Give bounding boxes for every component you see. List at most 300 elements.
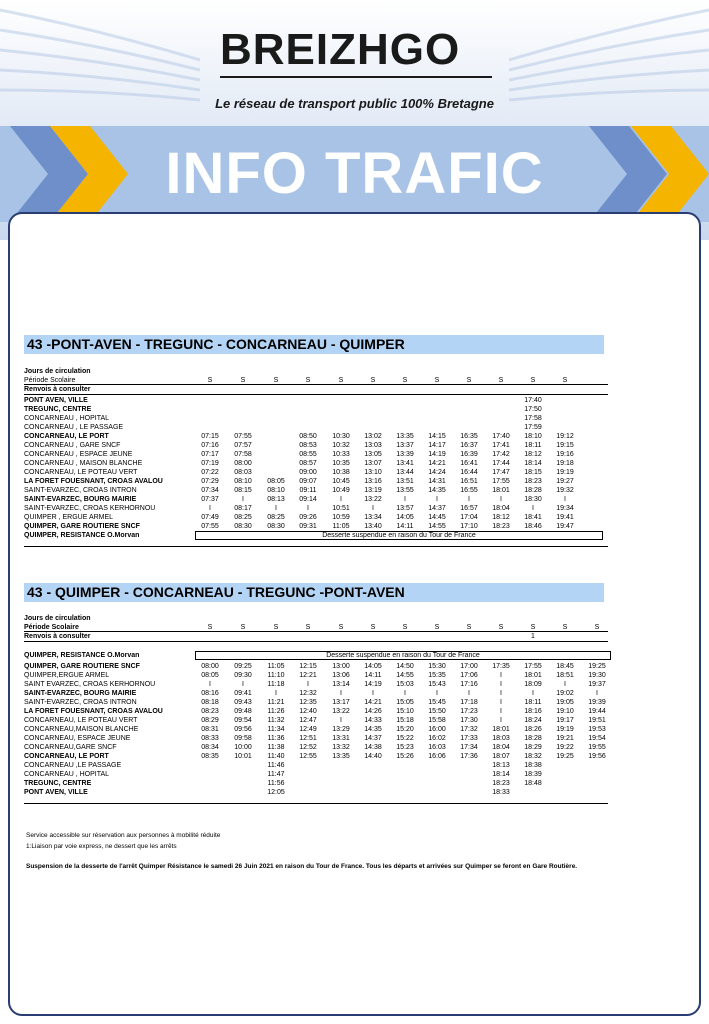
time-cell: 17:16	[460, 681, 478, 688]
time-cell: 14:50	[396, 663, 414, 670]
time-cell: 16:06	[428, 753, 446, 760]
time-cell: 13:32	[332, 744, 350, 751]
time-cell: 08:30	[267, 523, 285, 530]
time-cell: S	[434, 624, 440, 631]
note-express: 1:Liaison par voie express, ne dessert que les arrêts	[26, 843, 177, 850]
time-cell: I	[500, 496, 502, 503]
time-cell: 13:41	[396, 460, 414, 467]
table-row	[24, 725, 610, 734]
time-cell: S	[466, 624, 472, 631]
time-cell: 11:10	[267, 672, 285, 679]
time-cell: 16:03	[428, 744, 446, 751]
time-cell: 18:38	[524, 762, 542, 769]
time-cell: 12:52	[299, 744, 317, 751]
table-row	[24, 432, 610, 441]
table-row	[24, 788, 610, 797]
time-cell: 17:58	[524, 415, 542, 422]
time-cell: 18:07	[492, 753, 510, 760]
time-cell: 18:12	[524, 451, 542, 458]
time-cell: 07:55	[234, 433, 252, 440]
time-cell: 18:23	[524, 478, 542, 485]
time-cell: 10:01	[234, 753, 252, 760]
time-cell: 15:43	[428, 681, 446, 688]
time-cell: 18:29	[524, 744, 542, 751]
time-cell: 13:22	[332, 708, 350, 715]
time-cell: 09:00	[299, 469, 317, 476]
time-cell: 08:00	[234, 460, 252, 467]
time-cell: 09:56	[234, 726, 252, 733]
time-cell: S	[402, 377, 408, 384]
time-cell: 08:00	[201, 663, 219, 670]
time-cell: S	[273, 624, 279, 631]
time-cell: 14:21	[428, 460, 446, 467]
stop-label: CONCARNEAU, LE POTEAU VERT	[24, 717, 138, 724]
table-row	[24, 734, 610, 743]
time-cell: 13:03	[364, 442, 382, 449]
time-cell: I	[242, 496, 244, 503]
stop-label: QUIMPER,ERGUE ARMEL	[24, 672, 110, 679]
time-cell: 18:24	[524, 717, 542, 724]
time-cell: 14:40	[364, 753, 382, 760]
time-cell: 08:30	[234, 523, 252, 530]
time-cell: 18:48	[524, 780, 542, 787]
time-cell: 15:35	[428, 672, 446, 679]
time-cell: 18:41	[524, 514, 542, 521]
stop-label: QUIMPER, RESISTANCE O.Morvan	[24, 532, 140, 539]
time-cell: 16:44	[460, 469, 478, 476]
table-row	[24, 779, 610, 788]
time-cell: 18:23	[492, 780, 510, 787]
time-cell: 14:15	[428, 433, 446, 440]
time-cell: 09:25	[234, 663, 252, 670]
time-cell: 13:34	[364, 514, 382, 521]
table-row	[24, 614, 610, 623]
section-title: 43 - QUIMPER - CONCARNEAU - TREGUNC -PONT-AVEN	[24, 583, 604, 602]
table-row	[24, 441, 610, 450]
time-cell: I	[307, 681, 309, 688]
time-cell: 15:45	[428, 699, 446, 706]
time-cell: 19:05	[556, 699, 574, 706]
time-cell: 16:35	[460, 433, 478, 440]
table-row	[24, 662, 610, 671]
stop-label: CONCARNEAU, ESPACE JEUNE	[24, 735, 131, 742]
table-row	[24, 477, 610, 486]
stop-label: Période Scolaire	[24, 624, 79, 631]
time-cell: 07:17	[201, 451, 219, 458]
time-cell: I	[275, 505, 277, 512]
time-cell: S	[305, 377, 311, 384]
time-cell: 18:28	[524, 735, 542, 742]
time-cell: 16:51	[460, 478, 478, 485]
stop-label: CONCARNEAU,MAISON BLANCHE	[24, 726, 139, 733]
time-cell: 13:14	[332, 681, 350, 688]
time-cell: 07:49	[201, 514, 219, 521]
time-cell: 09:26	[299, 514, 317, 521]
stop-label: CONCARNEAU , GARE SNCF	[24, 442, 121, 449]
time-cell: 09:14	[299, 496, 317, 503]
time-cell: S	[562, 377, 568, 384]
time-cell: S	[498, 377, 504, 384]
time-cell: 13:06	[332, 672, 350, 679]
time-cell: 07:15	[201, 433, 219, 440]
time-cell: 17:36	[460, 753, 478, 760]
time-cell: 17:42	[492, 451, 510, 458]
time-cell: 14:26	[364, 708, 382, 715]
time-cell: 18:32	[524, 753, 542, 760]
time-cell: S	[370, 377, 376, 384]
time-cell: 11:40	[267, 753, 285, 760]
time-cell: S	[530, 377, 536, 384]
time-cell: 08:53	[299, 442, 317, 449]
time-cell: 18:09	[524, 681, 542, 688]
time-cell: S	[434, 377, 440, 384]
time-cell: 10:51	[332, 505, 350, 512]
time-cell: 13:44	[396, 469, 414, 476]
time-cell: 13:05	[364, 451, 382, 458]
stop-label: LA FORET FOUESNANT, CROAS AVALOU	[24, 478, 163, 485]
time-cell: 13:16	[364, 478, 382, 485]
time-cell: 13:55	[396, 487, 414, 494]
time-cell: 12:15	[299, 663, 317, 670]
time-cell: 17:40	[492, 433, 510, 440]
table-row	[24, 405, 610, 414]
time-cell: 12:05	[267, 789, 285, 796]
time-cell: S	[207, 377, 213, 384]
time-cell: 14:37	[428, 505, 446, 512]
time-cell: 08:23	[201, 708, 219, 715]
time-cell: 08:25	[234, 514, 252, 521]
time-cell: 13:51	[396, 478, 414, 485]
table-row	[24, 680, 610, 689]
time-cell: 11:32	[267, 717, 285, 724]
time-cell: 13:57	[396, 505, 414, 512]
time-cell: 15:58	[428, 717, 446, 724]
stop-label: Jours de circulation	[24, 368, 91, 375]
time-cell: I	[468, 690, 470, 697]
time-cell: S	[338, 624, 344, 631]
time-cell: 18:13	[492, 762, 510, 769]
time-cell: 19:34	[556, 505, 574, 512]
stop-label: QUIMPER, GARE ROUTIERE SNCF	[24, 663, 140, 670]
time-cell: 14:21	[364, 699, 382, 706]
tagline: Le réseau de transport public 100% Bretagne	[215, 96, 494, 111]
time-cell: 15:23	[396, 744, 414, 751]
time-cell: 10:45	[332, 478, 350, 485]
time-cell: 13:00	[332, 663, 350, 670]
time-cell: 19:54	[588, 735, 606, 742]
time-cell: I	[500, 708, 502, 715]
time-cell: I	[436, 690, 438, 697]
time-cell: 13:40	[364, 523, 382, 530]
time-cell: 08:35	[201, 753, 219, 760]
time-cell: S	[402, 624, 408, 631]
time-cell: 14:24	[428, 469, 446, 476]
time-cell: 19:10	[556, 708, 574, 715]
time-cell: S	[562, 624, 568, 631]
svg-text:BREIZHGO: BREIZHGO	[220, 25, 461, 74]
stop-label: QUIMPER, RESISTANCE O.Morvan	[24, 652, 140, 659]
time-cell: 14:05	[364, 663, 382, 670]
divider	[24, 641, 608, 642]
time-cell: 10:59	[332, 514, 350, 521]
time-cell: 13:10	[364, 469, 382, 476]
time-cell: 11:18	[267, 681, 285, 688]
time-cell: 07:29	[201, 478, 219, 485]
time-cell: 14:05	[396, 514, 414, 521]
time-cell: 14:38	[364, 744, 382, 751]
time-cell: 12:21	[299, 672, 317, 679]
time-cell: I	[500, 672, 502, 679]
time-cell: 12:47	[299, 717, 317, 724]
time-cell: I	[372, 505, 374, 512]
table-row	[24, 459, 610, 468]
table-row	[24, 632, 610, 641]
time-cell: 17:40	[524, 397, 542, 404]
table-row	[24, 468, 610, 477]
time-cell: 07:22	[201, 469, 219, 476]
time-cell: I	[209, 505, 211, 512]
time-cell: I	[564, 496, 566, 503]
time-cell: 07:58	[234, 451, 252, 458]
time-cell: 08:55	[299, 451, 317, 458]
time-cell: 13:29	[332, 726, 350, 733]
time-cell: 14:37	[364, 735, 382, 742]
time-cell: 14:11	[396, 523, 414, 530]
stop-label: PONT AVEN, VILLE	[24, 397, 88, 404]
table-row	[24, 385, 610, 394]
stop-label: TREGUNC, CENTRE	[24, 780, 92, 787]
stop-label: CONCARNEAU ,LE PASSAGE	[24, 762, 122, 769]
table-row	[24, 513, 610, 522]
stop-label: CONCARNEAU, LE POTEAU VERT	[24, 469, 138, 476]
table-row	[24, 716, 610, 725]
time-cell: 10:30	[332, 433, 350, 440]
table-row	[24, 761, 610, 770]
time-cell: 09:58	[234, 735, 252, 742]
time-cell: 09:30	[234, 672, 252, 679]
time-cell: 07:34	[201, 487, 219, 494]
time-cell: 14:45	[428, 514, 446, 521]
time-cell: 08:10	[267, 487, 285, 494]
time-cell: 12:51	[299, 735, 317, 742]
time-cell: 14:19	[364, 681, 382, 688]
time-cell: 15:05	[396, 699, 414, 706]
time-cell: 12:49	[299, 726, 317, 733]
time-cell: 09:54	[234, 717, 252, 724]
time-cell: 14:31	[428, 478, 446, 485]
time-cell: 19:25	[588, 663, 606, 670]
time-cell: 17:34	[460, 744, 478, 751]
time-cell: 17:23	[460, 708, 478, 715]
time-cell: 17:55	[492, 478, 510, 485]
time-cell: 16:00	[428, 726, 446, 733]
stop-label: SAINT EVARZEC, CROAS KERHORNOU	[24, 681, 156, 688]
time-cell: 08:50	[299, 433, 317, 440]
time-cell: 13:19	[364, 487, 382, 494]
suspension-box: Desserte suspendue en raison du Tour de France	[195, 531, 603, 540]
stop-label: QUIMPER, GARE ROUTIERE SNCF	[24, 523, 140, 530]
time-cell: 16:39	[460, 451, 478, 458]
time-cell: 19:25	[556, 753, 574, 760]
time-cell: 19:19	[556, 726, 574, 733]
stop-label: CONCARNEAU, LE PORT	[24, 753, 109, 760]
time-cell: 17:00	[460, 663, 478, 670]
time-cell: 16:57	[460, 505, 478, 512]
time-cell: 17:18	[460, 699, 478, 706]
time-cell: I	[242, 681, 244, 688]
time-cell: 08:10	[234, 478, 252, 485]
table-row	[24, 504, 610, 513]
breizhgo-logo	[220, 22, 492, 84]
time-cell: 14:35	[364, 726, 382, 733]
time-cell: 18:45	[556, 663, 574, 670]
time-cell: 07:19	[201, 460, 219, 467]
time-cell: S	[338, 377, 344, 384]
time-cell: 14:33	[364, 717, 382, 724]
table-row	[24, 522, 610, 531]
time-cell: 11:36	[267, 735, 285, 742]
time-cell: I	[500, 690, 502, 697]
time-cell: 10:35	[332, 460, 350, 467]
time-cell: 19:55	[588, 744, 606, 751]
time-cell: 19:18	[556, 460, 574, 467]
time-cell: 10:38	[332, 469, 350, 476]
stop-label: Renvois à consulter	[24, 633, 91, 640]
time-cell: 18:39	[524, 771, 542, 778]
stop-label: SAINT-EVARZEC, CROAS KERHORNOU	[24, 505, 156, 512]
time-cell: 08:03	[234, 469, 252, 476]
time-cell: I	[340, 717, 342, 724]
time-cell: 14:35	[428, 487, 446, 494]
time-cell: 08:15	[234, 487, 252, 494]
time-cell: 13:35	[396, 433, 414, 440]
time-cell: 19:56	[588, 753, 606, 760]
time-cell: S	[240, 377, 246, 384]
stop-label: Période Scolaire	[24, 377, 76, 384]
time-cell: 13:35	[332, 753, 350, 760]
time-cell: 17:59	[524, 424, 542, 431]
stop-label: Jours de circulation	[24, 615, 91, 622]
time-cell: 11:47	[267, 771, 285, 778]
table-row	[24, 396, 610, 405]
time-cell: 12:32	[299, 690, 317, 697]
time-cell: 17:44	[492, 460, 510, 467]
table-row	[24, 689, 610, 698]
time-cell: 19:51	[588, 717, 606, 724]
time-cell: 19:30	[588, 672, 606, 679]
time-cell: 11:56	[267, 780, 285, 787]
time-cell: 10:32	[332, 442, 350, 449]
time-cell: 17:10	[460, 523, 478, 530]
time-cell: I	[340, 496, 342, 503]
time-cell: 19:22	[556, 744, 574, 751]
table-row-suspended	[24, 651, 610, 660]
time-cell: 08:05	[267, 478, 285, 485]
time-cell: 10:00	[234, 744, 252, 751]
time-cell: 14:55	[396, 672, 414, 679]
time-cell: 09:43	[234, 699, 252, 706]
stop-label: SAINT-EVARZEC, BOURG MAIRIE	[24, 690, 137, 697]
time-cell: 17:04	[460, 514, 478, 521]
time-cell: 12:55	[299, 753, 317, 760]
time-cell: 15:26	[396, 753, 414, 760]
time-cell: I	[532, 505, 534, 512]
time-cell: 14:55	[428, 523, 446, 530]
time-cell: 12:35	[299, 699, 317, 706]
time-cell: 18:01	[492, 726, 510, 733]
time-cell: 18:51	[556, 672, 574, 679]
time-cell: S	[594, 624, 600, 631]
time-cell: I	[372, 690, 374, 697]
stop-label: PONT AVEN, VILLE	[24, 789, 88, 796]
time-cell: 15:20	[396, 726, 414, 733]
stop-label: CONCARNEAU , HOPITAL	[24, 415, 110, 422]
time-cell: 18:15	[524, 469, 542, 476]
time-cell: 17:47	[492, 469, 510, 476]
time-cell: 11:34	[267, 726, 285, 733]
time-cell: I	[468, 496, 470, 503]
time-cell: 16:37	[460, 442, 478, 449]
time-cell: 17:41	[492, 442, 510, 449]
stop-label: CONCARNEAU , HOPITAL	[24, 771, 110, 778]
stop-label: LA FORET FOUESNANT, CROAS AVALOU	[24, 708, 163, 715]
table-row	[24, 367, 610, 376]
time-cell: 08:33	[201, 735, 219, 742]
stop-label: CONCARNEAU , MAISON BLANCHE	[24, 460, 143, 467]
time-cell: S	[466, 377, 472, 384]
time-cell: I	[532, 690, 534, 697]
time-cell: 18:04	[492, 505, 510, 512]
stop-label: SAINT-EVARZEC, CROAS INTRON	[24, 699, 137, 706]
time-cell: 19:27	[556, 478, 574, 485]
time-cell: 10:33	[332, 451, 350, 458]
table-row	[24, 770, 610, 779]
time-cell: 11:21	[267, 699, 285, 706]
time-cell: 11:05	[332, 523, 350, 530]
stop-label: CONCARNEAU , LE PASSAGE	[24, 424, 124, 431]
stop-label: SAINT-EVARZEC, BOURG MAIRIE	[24, 496, 137, 503]
table-row	[24, 743, 610, 752]
time-cell: 19:17	[556, 717, 574, 724]
time-cell: 19:39	[588, 699, 606, 706]
time-cell: 10:49	[332, 487, 350, 494]
time-cell: 08:25	[267, 514, 285, 521]
time-cell: I	[436, 496, 438, 503]
table-row	[24, 671, 610, 680]
time-cell: 15:18	[396, 717, 414, 724]
time-cell: 17:50	[524, 406, 542, 413]
time-cell: 15:30	[428, 663, 446, 670]
time-cell: 19:37	[588, 681, 606, 688]
time-cell: 18:33	[492, 789, 510, 796]
time-cell: 16:41	[460, 460, 478, 467]
time-cell: 17:35	[492, 663, 510, 670]
time-cell: 15:22	[396, 735, 414, 742]
time-cell: 07:57	[234, 442, 252, 449]
time-cell: S	[240, 624, 246, 631]
table-row	[24, 450, 610, 459]
time-cell: 19:32	[556, 487, 574, 494]
time-cell: 16:55	[460, 487, 478, 494]
time-cell: 08:29	[201, 717, 219, 724]
time-cell: I	[404, 690, 406, 697]
time-cell: 13:39	[396, 451, 414, 458]
time-cell: 11:46	[267, 762, 285, 769]
time-cell: I	[596, 690, 598, 697]
time-cell: 15:03	[396, 681, 414, 688]
time-cell: 08:05	[201, 672, 219, 679]
section-end-line	[24, 546, 608, 547]
